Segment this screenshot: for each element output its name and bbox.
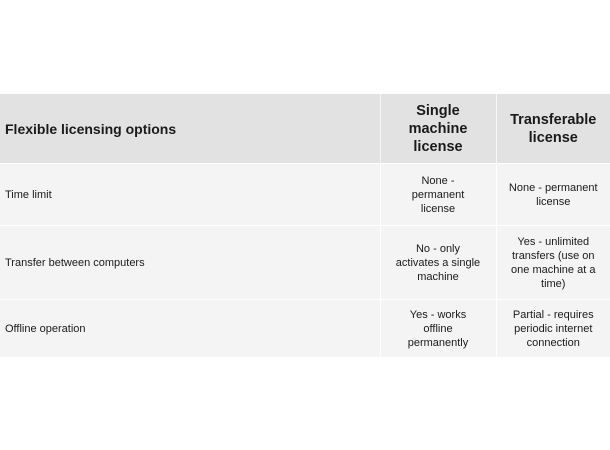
transferable-value: Yes - unlimited transfers (use on one machine at a time) (496, 226, 610, 300)
row-label: Time limit (0, 164, 380, 226)
table-row-time-limit (0, 164, 610, 226)
single-machine-value: No - only activates a single machine (380, 226, 496, 300)
table-row-transfer (0, 226, 610, 300)
header-transferable: Transferable license (496, 94, 610, 164)
table-row-offline (0, 300, 610, 358)
licensing-comparison-table (0, 94, 610, 357)
table-header-row (0, 94, 610, 164)
header-single-machine: Single machine license (380, 94, 496, 164)
header-features: Flexible licensing options (0, 94, 380, 164)
row-label: Offline operation (0, 300, 380, 358)
row-label: Transfer between computers (0, 226, 380, 300)
single-machine-value: None - permanent license (380, 164, 496, 226)
transferable-value: Partial - requires periodic internet connection (496, 300, 610, 358)
transferable-value: None - permanent license (496, 164, 610, 226)
single-machine-value: Yes - works offline permanently (380, 300, 496, 358)
